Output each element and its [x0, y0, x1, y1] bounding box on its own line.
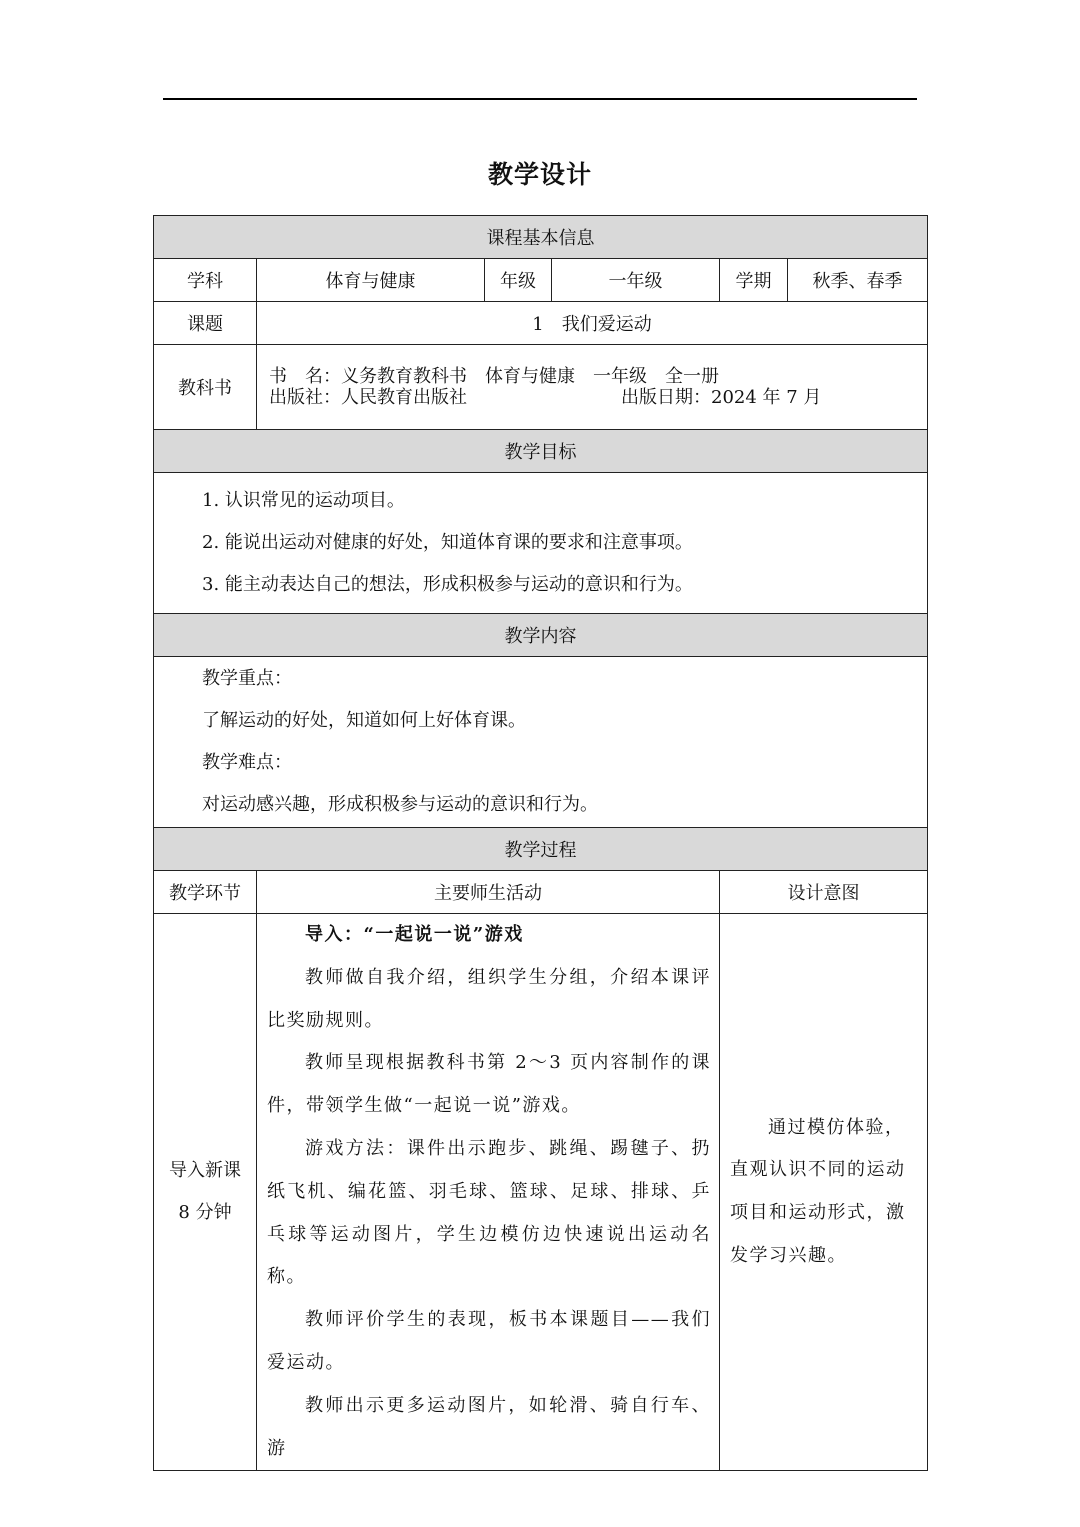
- process-header-intent: 设计意图: [720, 871, 928, 914]
- subject-label: 学科: [154, 259, 257, 302]
- objective-item: 2. 能说出运动对健康的好处，知道体育课的要求和注意事项。: [202, 532, 693, 553]
- term-value: 秋季、春季: [788, 259, 928, 302]
- document-title: 教学设计: [487, 160, 592, 189]
- subject-value: 体育与健康: [257, 259, 485, 302]
- book-name: 书 名：义务教育教科书 体育与健康 一年级 全一册: [269, 366, 719, 387]
- activity-paragraph: 教师呈现根据教科书第 2～3 页内容制作的课件，带领学生做“一起说一说”游戏。: [267, 1052, 711, 1117]
- activity-paragraph: 教师评价学生的表现，板书本课题目——我们爱运动。: [267, 1309, 711, 1373]
- grade-label: 年级: [485, 259, 552, 302]
- stage-cell: [154, 914, 257, 1471]
- grade-value: 一年级: [552, 259, 720, 302]
- section-process: 教学过程: [154, 828, 928, 871]
- activity-paragraph: 教师做自我介绍，组织学生分组，介绍本课评比奖励规则。: [267, 966, 711, 1031]
- objective-item: 3. 能主动表达自己的想法，形成积极参与运动的意识和行为。: [202, 574, 693, 595]
- lesson-plan-table: [153, 215, 928, 1471]
- intro-heading: 导入：“一起说一说”游戏: [305, 924, 524, 945]
- difficulty-text: 对运动感兴趣，形成积极参与运动的意识和行为。: [202, 794, 598, 815]
- header-rule: [163, 98, 917, 100]
- section-content: 教学内容: [154, 614, 928, 657]
- key-points-label: 教学重点：: [202, 668, 292, 689]
- topic-value: 1 我们爱运动: [257, 302, 928, 345]
- publisher: 出版社：人民教育出版社: [269, 387, 467, 408]
- difficulty-label: 教学难点：: [202, 752, 292, 773]
- activity-paragraph: 教师出示更多运动图片，如轮滑、骑自行车、游: [267, 1394, 711, 1459]
- objective-item: 1. 认识常见的运动项目。: [202, 490, 405, 511]
- stage-time: 8 分钟: [178, 1202, 232, 1224]
- publish-date: 出版日期：2024 年 7 月: [621, 387, 822, 408]
- process-header-activities: 主要师生活动: [257, 871, 720, 914]
- key-points-text: 了解运动的好处，知道如何上好体育课。: [202, 710, 526, 731]
- activities-cell: [257, 914, 720, 1471]
- section-objectives: 教学目标: [154, 430, 928, 473]
- section-basic-info: 课程基本信息: [154, 216, 928, 259]
- design-intent: 通过模仿体验，直观认识不同的运动项目和运动形式，激发学习兴趣。: [720, 914, 928, 1471]
- activity-paragraph: 游戏方法：课件出示跑步、跳绳、踢毽子、扔纸飞机、编花篮、羽毛球、篮球、足球、排球、乒乓球等运动图片，学生边模仿边快速说出运动名称。: [267, 1137, 711, 1288]
- process-header-stage: 教学环节: [154, 871, 257, 914]
- textbook-label: 教科书: [154, 345, 257, 430]
- stage-name: 导入新课: [169, 1160, 241, 1182]
- topic-label: 课题: [154, 302, 257, 345]
- term-label: 学期: [720, 259, 788, 302]
- textbook-info: [257, 345, 928, 430]
- objectives-list: [154, 473, 928, 614]
- content-block: [154, 657, 928, 828]
